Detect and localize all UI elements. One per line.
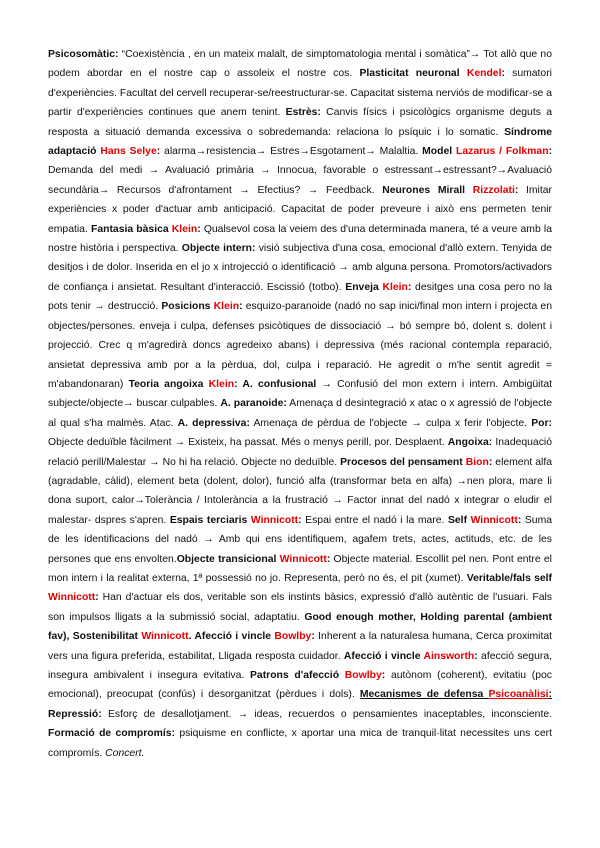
term-heading: A. depressiva: [177,417,250,429]
term-heading: : [548,689,552,701]
term-heading: : [239,301,243,313]
term-heading: Posicions [161,301,214,313]
text-run: “Coexistència , en un mateix malalt, de simptomatologia mental i somàtica”→ Tot allò que no podem abordar en el nostre cap o assoleix el nostre cos. [48,49,552,80]
text-run: desitges una cosa pero no la pots tenir → destrucció. [48,281,552,313]
term-heading: : [381,670,386,681]
author-name: Winnicott [48,592,96,604]
author-name: Bowlby [344,670,382,681]
term-heading: Formació de compromís: [48,728,175,740]
text-run: visió subjectiva d'una cosa, emocional d'allò extern. Tenyida de desitjos i de dolor. Inserida en el jo x introjecció o identificació → amb alguna persona. Promotors/activadors de confiança i ansietat. Resultant d'interacció. Escissió (totbo). [48,243,552,293]
text-run: sumatori d'experiències. Facultat del cervell recuperar-se/reestructurar-se. Capacitat sistema nerviós de modificar-se a partir d'experiències continues que anem tenint. [48,68,552,119]
term-heading: : [156,146,161,158]
term-heading: Procesos del pensament [340,456,466,468]
author-name: Psicoanàlisi [488,689,549,701]
text-run: → Confusió del mon extern i intern. Ambigüitat subjecte/objecte→ buscar culpables. [48,378,553,410]
author-name: Ainsworth [423,650,475,662]
term-heading: Mecanismes de defensa [359,689,489,701]
document-body-text [48,45,552,763]
term-heading: . Afecció i vincle [188,631,275,643]
term-heading: A. paranoide: [220,398,287,410]
text-run: Inadequació relació perill/Malestar → No hi ha relació. Objecte no deduïble. [48,437,552,468]
text-run: autònom (coherent), evitatiu (poc emocional), preocupat (confús) i desorganitzat (pèrdues i dols). [48,670,552,701]
term-heading: Por: [531,417,552,429]
text-run: element alfa (agradable, càlid), element beta (dolent, dolor), funció alfa (transformar beta en alfa) →nen plora, mare li dona suport, calor→Tolerància / Intolerància a la frustració → Factor innat del nadó x integrar o eludir el malestar- dspres s'apren. [48,456,552,526]
text-run: Amenaça d desintegració x atac o x agressió de l'objecte al qual s'ha malmès. Atac. [48,398,552,429]
author-name: Klein [213,301,240,313]
author-name: Bion [465,456,489,468]
author-name: Winnicott [141,631,189,643]
text-run: Espai entre el nadó i la mare. [301,514,448,526]
italic-text: Concert. [105,747,145,759]
text-run: Han d'actuar els dos, veritable son els instints bàsics, expressió d'allò autèntic de l'usuari. Fals son impulsos lligats a la submissió social, adaptatiu. [48,592,552,623]
term-heading: : [548,146,553,158]
text-run: alarma→resistencia→ Estres→Esgotament→ Malaltia. [160,146,423,158]
author-name: Rizzolati [472,184,515,196]
author-name: Winnicott [470,514,518,526]
text-run: Inherent a la naturalesa humana, Cerca proximitat vers una figura preferida, estabilitat, Lligada resposta cuidador. [48,631,553,662]
term-heading: Plasticitat neuronal [359,68,467,80]
term-heading: Fantasia bàsica [91,223,172,235]
author-name: Winnicott [279,553,327,565]
term-heading: Repressió: [48,708,102,720]
term-heading: : [298,514,302,526]
term-heading: Espais terciaris [169,514,251,526]
term-heading: Veritable/fals self [466,572,552,584]
term-heading: Objecte transicional [176,553,280,565]
author-name: Klein [382,281,408,293]
term-heading: : [407,281,412,293]
term-heading: : [474,650,478,662]
term-heading: : [197,223,201,235]
author-name: Winnicott [250,514,299,526]
term-heading: Model [422,146,456,158]
term-heading: Angoixa: [447,437,493,449]
term-heading: Enveja [345,281,383,293]
author-name: Bowlby [274,631,312,643]
text-run: Objecte deduïble fàcilment → Existeix, ha passat. Més o menys perill, por. Desplaent. [48,437,448,449]
text-run: afecció segura, insegura ambivalent i insegura evitativa. [48,650,552,681]
author-name: Kendel [466,68,502,80]
term-heading: Good enough mother, Holding parental (ambient fav), Sostenibilitat [48,611,552,643]
term-heading: Self [447,514,471,526]
term-heading: Neurones Mirall [382,184,473,196]
term-heading: : [514,184,519,196]
term-heading: Estrès: [285,107,321,119]
text-run: Esforç de desallotjament. → ideas, recuerdos o pensamientes inaceptables, inconsciente. [101,708,552,720]
term-heading: Síndrome adaptació [48,126,552,158]
text-run: psiquisme en conflicte, x aportar una mica de tranquil·litat necessites uns cert compromís. [48,728,552,759]
text-run: Canvis físics i psicològics organisme deguts a resposta a situació demanda excessiva o sobredemanda: relaciona lo psíquic i lo somatic. [48,107,552,138]
term-heading: : [95,592,99,604]
text-run: Amenaça de pèrdua de l'objecte → culpa x ferir l'objecte. [249,417,532,429]
text-run: Suma de les identificacions del nadó → Amb qui ens identifiquem, agafem trets, actes, actituds, etc. de les persones que ens envolten. [48,514,553,565]
term-heading: : [311,631,315,643]
term-heading: : [517,514,522,526]
term-heading: Psicosomàtic: [48,49,119,60]
term-heading: : [501,68,505,80]
term-heading: Afecció i vincle [343,650,424,662]
text-run: esquizo-paranoide (nadó no sap inici/final mon intern i projecta en objectes/persones. enveja i culpa, defenses psicòtiques de dissociació → bó sempre bó, dolent s. dolent i projecció. Crec q m'agredirà doncs agredeixo abans) i depressiva (més racional contempla reparació, ansietat depressiva amb por a la pèrdua, dol, culpa i reparació. He agredit o m'he sentit agredit = m'abandonaran) [48,301,552,390]
term-heading: Objecte intern: [181,243,256,255]
text-run: Qualsevol cosa la veiem des d'una determinada manera, té a veure amb la nostre història i perspectiva. [48,223,552,255]
author-name: Klein [208,378,235,390]
term-heading: : [326,553,331,565]
term-heading: Patrons d'afecció [249,670,345,681]
author-name: Lazarus / Folkman [456,146,549,158]
term-heading: : A. confusional [234,378,317,390]
text-run: Imitar experiències x poder d'actuar amb anticipació. Capacitat de poder preveure i això ens permeten tenir empatia. [48,184,552,235]
author-name: Hans Selye [100,146,157,158]
text-run: Objecte material. Escollit pel nen. Pont entre el mon intern i la realitat externa, 1ª possessió no jo. Representa, però no és, el pit (xumet). [48,553,552,584]
text-run: Demanda del medi → Avaluació primària → Innocua, favorable o estressant→estressant?→Avaluació secundària→ Recursos d'afrontament → Efectius? → Feedback. [48,165,552,196]
author-name: Klein [171,223,198,235]
term-heading: Teoria angoixa [128,378,209,390]
term-heading: : [488,456,493,468]
